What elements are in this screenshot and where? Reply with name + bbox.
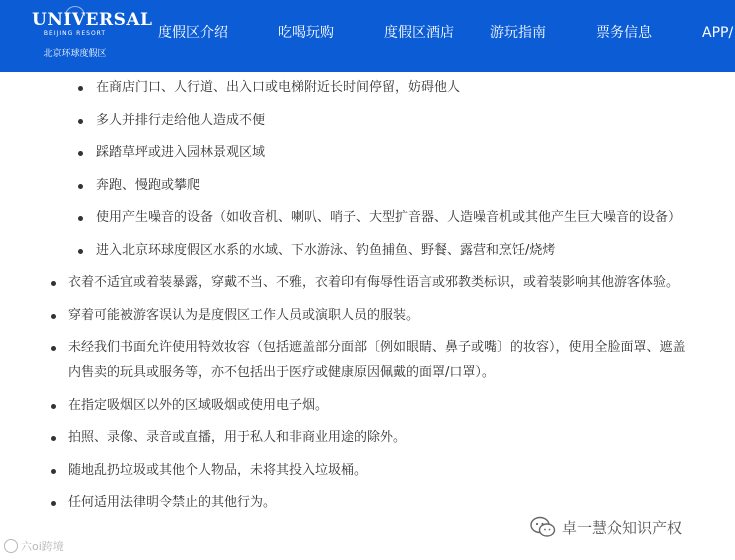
nav-item-tickets[interactable]: 票务信息	[596, 25, 652, 41]
bullet-icon	[51, 436, 56, 441]
wechat-account-watermark	[530, 514, 735, 544]
bullet-icon	[51, 346, 56, 351]
bullet-icon	[78, 184, 83, 189]
site-header	[0, 0, 735, 72]
sub-rule-item: 踩踏草坪或进入园林景观区域	[96, 145, 266, 160]
sub-rule-item: 奔跑、慢跑或攀爬	[96, 178, 201, 193]
rule-item: 拍照、录像、录音或直播，用于私人和非商业用途的除外。	[68, 430, 407, 445]
rule-item: 未经我们书面允许使用特效妆容（包括遮盖部分面部〔例如眼睛、鼻子或嘴〕的妆容），使用全脸面罩、遮盖	[68, 340, 686, 355]
nav-item-guide[interactable]: 游玩指南	[490, 25, 546, 41]
sub-rule-item: 使用产生噪音的设备（如收音机、喇叭、哨子、大型扩音器、人造噪音机或其他产生巨大噪音的设备）	[96, 210, 682, 225]
rules-content	[0, 72, 735, 560]
bullet-icon	[51, 469, 56, 474]
bullet-icon	[78, 216, 83, 221]
logo-brand: UNIVERSAL	[32, 10, 153, 30]
rule-item: 穿着可能被游客误认为是度假区工作人员或演职人员的服装。	[68, 308, 420, 323]
nav-item-app[interactable]: APP/	[702, 25, 734, 41]
sub-rule-item: 在商店门口、人行道、出入口或电梯附近长时间停留，妨碍他人	[96, 80, 461, 95]
bullet-icon	[78, 86, 83, 91]
rule-item: 任何适用法律明令禁止的其他行为。	[68, 495, 277, 510]
bullet-icon	[51, 404, 56, 409]
nav-item-resort-intro[interactable]: 度假区介绍	[158, 25, 228, 41]
wechat-icon	[530, 516, 556, 538]
bullet-icon	[51, 281, 56, 286]
bullet-icon	[51, 314, 56, 319]
sub-rule-item: 进入北京环球度假区水系的水域、下水游泳、钓鱼捕鱼、野餐、露营和烹饪/烧烤	[96, 243, 556, 258]
bullet-icon	[51, 501, 56, 506]
logo-subtitle: BEIJING RESORT	[43, 30, 107, 37]
rule-item: 在指定吸烟区以外的区域吸烟或使用电子烟。	[68, 398, 329, 413]
wechat-account-name: 卓一慧众知识产权	[562, 519, 683, 537]
bullet-icon	[78, 249, 83, 254]
nav-item-dining-shopping[interactable]: 吃喝玩购	[278, 25, 334, 41]
source-watermark	[4, 538, 64, 556]
nav-item-hotels[interactable]: 度假区酒店	[384, 25, 454, 41]
main-nav	[0, 0, 735, 72]
rule-item-continuation: 内售卖的玩具或服务等，亦不包括出于医疗或健康原因佩戴的面罩/口罩）。	[68, 365, 495, 380]
bullet-icon	[78, 119, 83, 124]
bullet-icon	[78, 151, 83, 156]
sub-rule-item: 多人并排行走给他人造成不便	[96, 113, 266, 128]
logo-chinese-name: 北京环球度假区	[43, 49, 107, 59]
rule-item: 衣着不适宜或着装暴露，穿戴不当、不雅，衣着印有侮辱性语言或邪教类标识，或着装影响其他游客体验。	[68, 275, 680, 290]
source-watermark-text: 六oi跨境	[21, 540, 64, 553]
rule-item: 随地乱扔垃圾或其他个人物品，未将其投入垃圾桶。	[68, 463, 368, 478]
watermark-logo-icon	[4, 539, 18, 553]
